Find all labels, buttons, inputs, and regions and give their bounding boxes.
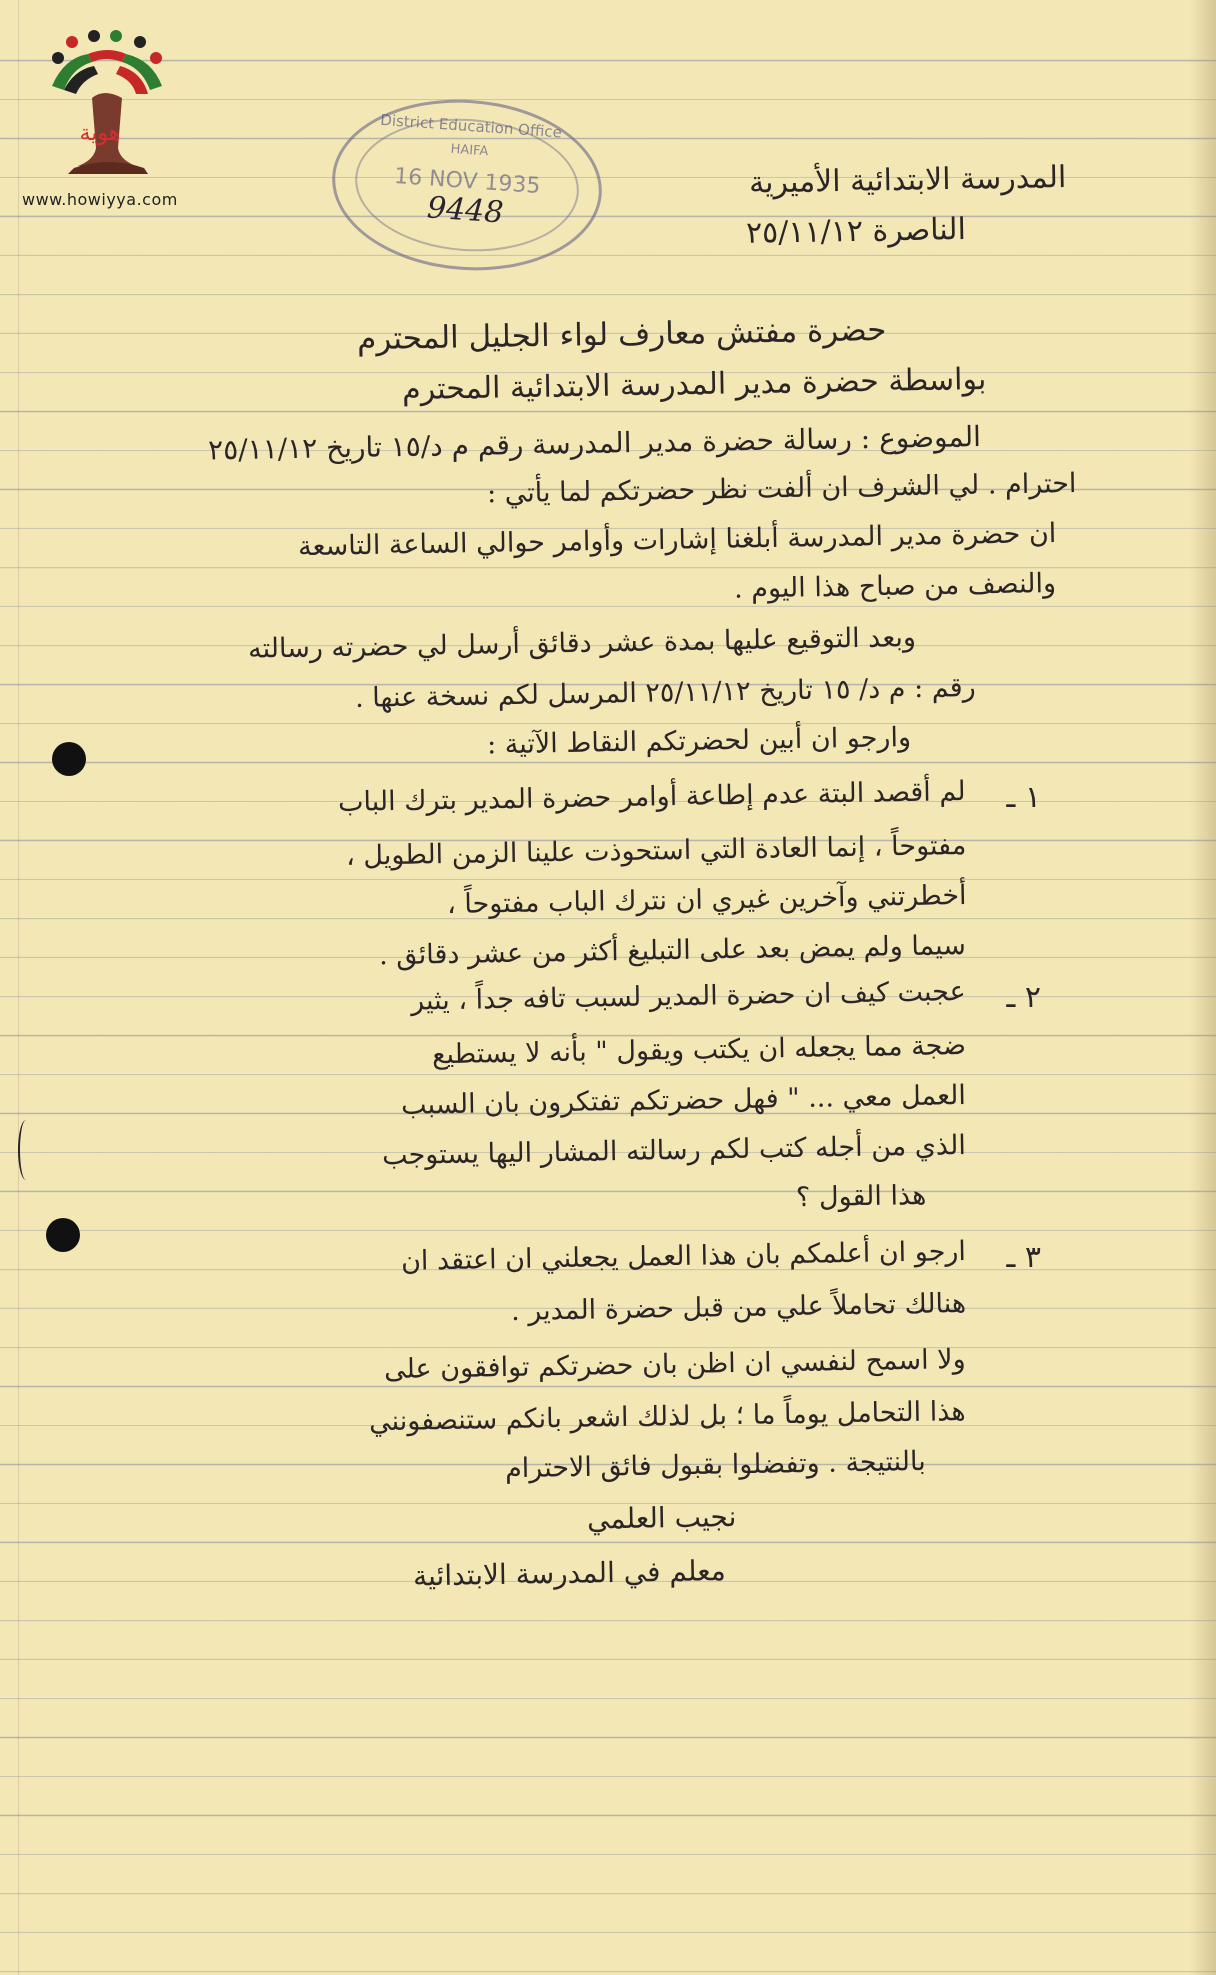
closing-line: هذا التحامل يوماً ما ؛ بل لذلك اشعر بانكم ستنصفونني (369, 1396, 967, 1438)
margin-bracket (18, 1120, 34, 1180)
point-number: ٢ ـ (1006, 980, 1041, 1015)
addressee-line-1: حضرة مفتش معارف لواء الجليل المحترم (356, 312, 887, 358)
punch-hole (46, 1218, 80, 1252)
signature-title: معلم في المدرسة الابتدائية (413, 1554, 727, 1593)
closing-line: بالنتيجة . وتفضلوا بقبول فائق الاحترام (505, 1446, 927, 1485)
point-line: هنالك تحاملاً علي من قبل حضرة المدير . (510, 1288, 967, 1327)
body-line: وارجو ان أبين لحضرتكم النقاط الآتية : (486, 722, 912, 761)
point-line: مفتوحاً ، إنما العادة التي استحوذت علينا الزمن الطويل ، (345, 830, 967, 872)
point-line: هذا القول ؟ (795, 1180, 927, 1214)
tree-logo-icon (44, 28, 174, 188)
closing-line: ولا اسمح لنفسي ان اظن بان حضرتكم توافقون على (384, 1344, 967, 1386)
office-stamp (326, 91, 607, 279)
punch-hole (52, 742, 86, 776)
place-date: الناصرة ٢٥/١١/١٢ (745, 212, 967, 251)
point-number: ١ ـ (1006, 780, 1041, 815)
point-number: ٣ ـ (1006, 1240, 1041, 1275)
body-line: ان حضرة مدير المدرسة أبلغنا إشارات وأوامر حوالي الساعة التاسعة (297, 518, 1057, 563)
point-line: لم أقصد البتة عدم إطاعة أوامر حضرة المدير بترك الباب (338, 776, 967, 818)
point-line: العمل معي ... " فهل حضرتكم تفتكرون بان السبب (400, 1080, 967, 1121)
stamp-city: HAIFA (450, 141, 489, 160)
body-line: وبعد التوقيع عليها بمدة عشر دقائق أرسل لي حضرته رسالته (247, 622, 917, 665)
signature-name: نجيب العلمي (586, 1500, 737, 1536)
addressee-line-2: بواسطة حضرة مدير المدرسة الابتدائية المحترم (401, 362, 987, 408)
point-line: الذي من أجله كتب لكم رسالته المشار اليها يستوجب (382, 1130, 967, 1172)
stamp-date: 16 NOV 1935 (393, 163, 542, 200)
subject-line: الموضوع : رسالة حضرة مدير المدرسة رقم م د/١٥ تاريخ ٢٥/١١/١٢ (207, 420, 982, 467)
howiyya-logo (22, 28, 207, 209)
point-line: عجبت كيف ان حضرة المدير لسبب تافه جداً ، يثير (411, 976, 967, 1017)
body-line: احترام . لي الشرف ان ألفت نظر حضرتكم لما يأتي : (486, 468, 1077, 510)
body-line: والنصف من صباح هذا اليوم . (733, 568, 1057, 605)
point-line: ارجو ان أعلمكم بان هذا العمل يجعلني ان اعتقد ان (400, 1236, 967, 1277)
svg-text:هوية: هوية (79, 121, 121, 146)
logo-url: www.howiyya.com (22, 190, 178, 209)
stamp-number: 9448 (425, 190, 505, 231)
point-line: ضجة مما يجعله ان يكتب ويقول " بأنه لا يستطيع (431, 1030, 967, 1071)
stamp-office: District Education Office (379, 110, 563, 142)
margin-line (18, 0, 19, 1975)
body-line: رقم : م د/ ١٥ تاريخ ٢٥/١١/١٢ المرسل لكم نسخة عنها . (355, 672, 977, 714)
school-name: المدرسة الابتدائية الأميرية (748, 160, 1067, 201)
point-line: سيما ولم يمض بعد على التبليغ أكثر من عشر دقائق . (378, 930, 967, 972)
point-line: أخطرتني وآخرين غيري ان نترك الباب مفتوحاً ، (446, 880, 967, 921)
